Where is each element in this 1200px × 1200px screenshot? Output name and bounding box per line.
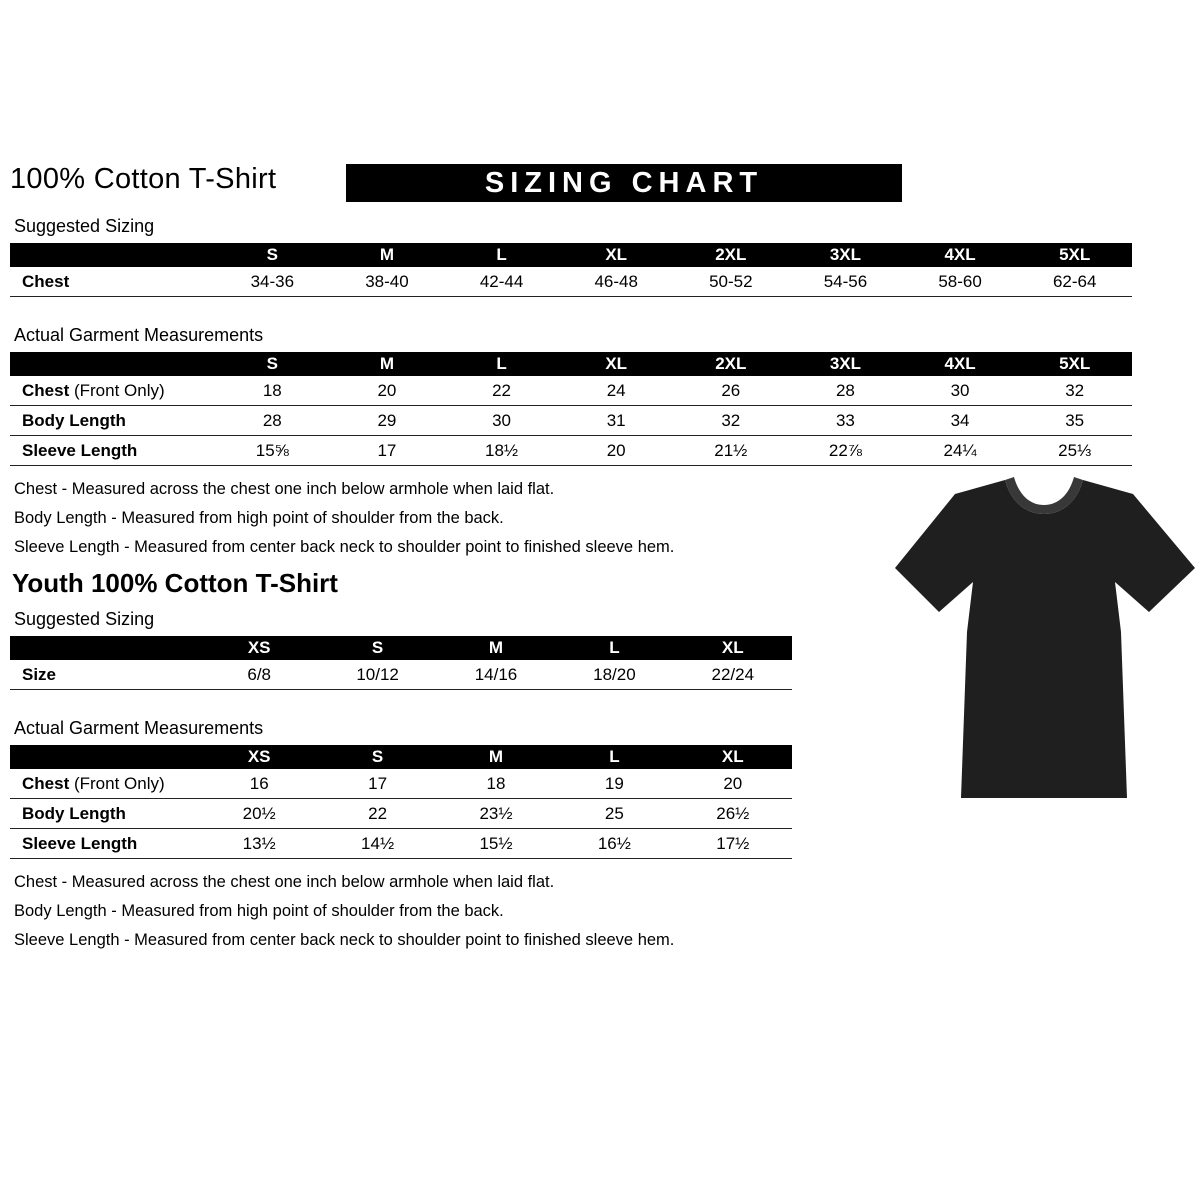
table-header-row — [10, 745, 792, 769]
table-cell: 62-64 — [1052, 271, 1097, 291]
column-header: M — [379, 354, 395, 373]
row-label: Sleeve Length — [22, 440, 138, 460]
adult-suggested-sizing-table — [10, 243, 1132, 297]
adult-actual-measurements-table — [10, 352, 1132, 466]
table-cell: 19 — [604, 773, 624, 793]
table-cell: 17 — [377, 440, 397, 460]
row-label-text: Chest — [22, 380, 70, 400]
table-cell: 13½ — [242, 833, 276, 853]
table-cell: 23½ — [479, 803, 513, 823]
table-cell: 28 — [262, 410, 282, 430]
column-header: 4XL — [944, 354, 976, 373]
column-header: XL — [721, 747, 744, 766]
table-cell: 18/20 — [593, 664, 636, 684]
adult-suggested-sizing-label: Suggested Sizing — [14, 216, 155, 236]
table-cell: 28 — [835, 380, 855, 400]
column-header: L — [609, 638, 620, 657]
table-cell: 22⅞ — [828, 440, 862, 460]
table-cell: 31 — [606, 410, 626, 430]
table-cell: 46-48 — [594, 271, 638, 291]
column-header: 3XL — [829, 245, 862, 264]
table-cell: 32 — [721, 410, 741, 430]
note-sleeve-length: Sleeve Length - Measured from center back neck to shoulder point to finished sleeve hem. — [14, 538, 675, 556]
column-header: S — [371, 638, 384, 657]
table-cell: 18 — [486, 773, 506, 793]
youth-suggested-sizing-label: Suggested Sizing — [14, 609, 155, 629]
black-tshirt-image — [893, 464, 1197, 816]
table-cell: 32 — [1065, 380, 1085, 400]
row-label: Sleeve Length — [22, 833, 138, 853]
youth-section-title: Youth 100% Cotton T-Shirt — [12, 568, 338, 598]
column-header: 5XL — [1059, 354, 1091, 373]
row-label-suffix: (Front Only) — [73, 773, 165, 793]
table-cell: 21½ — [714, 440, 748, 460]
column-header: XS — [247, 638, 271, 657]
table-cell: 15½ — [479, 833, 513, 853]
row-label-text: Chest — [22, 773, 70, 793]
table-row — [10, 376, 1132, 406]
youth-measurement-notes — [10, 873, 1200, 950]
table-row — [10, 406, 1132, 436]
adult-actual-measurements-label: Actual Garment Measurements — [14, 325, 264, 345]
column-header: M — [488, 747, 504, 766]
column-header: XL — [721, 638, 744, 657]
table-cell: 20 — [723, 773, 743, 793]
sizing-chart-banner-text: SIZING CHART — [484, 166, 764, 199]
row-label — [10, 381, 215, 401]
table-cell: 24 — [606, 380, 626, 400]
column-header: 5XL — [1059, 245, 1091, 264]
column-header: XL — [605, 354, 628, 373]
table-cell: 26½ — [716, 803, 750, 823]
table-row — [10, 267, 1132, 297]
table-cell: 22 — [492, 380, 512, 400]
column-header: 2XL — [715, 245, 747, 264]
table-cell: 6/8 — [247, 664, 272, 684]
table-cell: 18 — [262, 380, 282, 400]
table-cell: 33 — [835, 410, 855, 430]
table-cell: 14/16 — [474, 664, 518, 684]
table-cell: 25 — [604, 803, 624, 823]
header-row — [10, 162, 1190, 214]
table-header-row — [10, 243, 1132, 267]
youth-actual-measurements-label: Actual Garment Measurements — [14, 718, 264, 738]
table-cell: 14½ — [361, 833, 395, 853]
table-cell: 22 — [368, 803, 388, 823]
page-title: 100% Cotton T-Shirt — [10, 163, 277, 195]
table-row — [10, 799, 792, 829]
table-cell: 42-44 — [479, 271, 524, 291]
table-cell: 15⅝ — [255, 440, 289, 460]
note-chest: Chest - Measured across the chest one inch below armhole when laid flat. — [14, 873, 555, 891]
column-header: S — [266, 354, 278, 373]
table-cell: 20 — [377, 380, 397, 400]
table-cell: 16 — [249, 773, 269, 793]
column-header: XL — [605, 245, 628, 264]
row-label: Body Length — [22, 803, 126, 823]
table-cell: 17 — [368, 773, 388, 793]
table-cell: 26 — [721, 380, 741, 400]
table-cell: 17½ — [716, 833, 750, 853]
row-label — [10, 774, 200, 794]
table-cell: 29 — [377, 410, 397, 430]
table-cell: 58-60 — [938, 271, 982, 291]
column-header: M — [488, 638, 504, 657]
note-chest: Chest - Measured across the chest one inch below armhole when laid flat. — [14, 480, 555, 498]
column-header: S — [266, 245, 278, 264]
row-label: Chest — [22, 271, 70, 291]
table-row — [10, 660, 792, 690]
table-cell: 34 — [950, 410, 970, 430]
table-cell: 54-56 — [823, 271, 868, 291]
column-header: S — [371, 747, 384, 766]
tshirt-body-shape — [895, 480, 1195, 798]
table-cell: 25⅓ — [1058, 440, 1092, 460]
table-row — [10, 829, 792, 859]
note-sleeve-length: Sleeve Length - Measured from center back neck to shoulder point to finished sleeve hem. — [14, 931, 675, 949]
table-row — [10, 436, 1132, 466]
table-cell: 38-40 — [365, 271, 409, 291]
table-cell: 30 — [950, 380, 970, 400]
column-header: L — [496, 245, 507, 264]
row-label-suffix: (Front Only) — [73, 380, 165, 400]
table-row — [10, 769, 792, 799]
table-header-row — [10, 636, 792, 660]
table-cell: 18½ — [485, 440, 519, 460]
table-cell: 20 — [606, 440, 626, 460]
youth-suggested-sizing-table — [10, 636, 792, 690]
table-cell: 34-36 — [250, 271, 295, 291]
youth-actual-measurements-table — [10, 745, 792, 859]
column-header: L — [609, 747, 620, 766]
column-header: XS — [247, 747, 271, 766]
table-cell: 22/24 — [711, 664, 755, 684]
table-cell: 16½ — [597, 833, 631, 853]
table-cell: 35 — [1065, 410, 1085, 430]
table-header-row — [10, 352, 1132, 376]
table-cell: 10/12 — [356, 664, 399, 684]
column-header: 4XL — [944, 245, 976, 264]
table-cell: 50-52 — [709, 271, 753, 291]
table-cell: 24¼ — [943, 440, 977, 460]
sizing-chart-banner — [346, 164, 902, 202]
row-label: Body Length — [22, 410, 126, 430]
column-header: 2XL — [715, 354, 747, 373]
note-body-length: Body Length - Measured from high point of shoulder from the back. — [14, 509, 504, 527]
note-body-length: Body Length - Measured from high point of shoulder from the back. — [14, 902, 504, 920]
column-header: M — [379, 245, 395, 264]
column-header: 3XL — [829, 354, 862, 373]
row-label: Size — [22, 664, 57, 684]
column-header: L — [496, 354, 507, 373]
table-cell: 20½ — [242, 803, 276, 823]
table-cell: 30 — [492, 410, 512, 430]
